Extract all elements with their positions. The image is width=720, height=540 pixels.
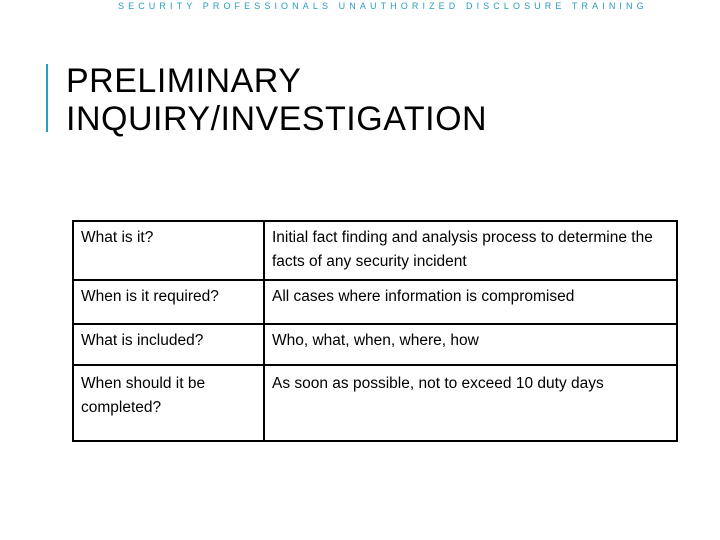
question-cell: What is included? [73, 324, 264, 365]
title-accent-bar [46, 64, 48, 132]
title-line-2: INQUIRY/INVESTIGATION [66, 100, 488, 138]
table-row [73, 221, 677, 280]
info-table [72, 220, 678, 442]
question-cell: When should it be completed? [73, 365, 264, 441]
question-cell: When is it required? [73, 280, 264, 324]
slide-title [66, 62, 487, 138]
question-cell: What is it? [73, 221, 264, 280]
header-strip: SECURITY PROFESSIONALS UNAUTHORIZED DISCLOSURE TRAINING [118, 1, 648, 11]
answer-cell: Initial fact finding and analysis process to determine the facts of any security incident [264, 221, 677, 280]
title-line-1: PRELIMINARY [66, 62, 302, 100]
answer-cell: All cases where information is compromised [264, 280, 677, 324]
answer-cell: Who, what, when, where, how [264, 324, 677, 365]
answer-cell: As soon as possible, not to exceed 10 duty days [264, 365, 677, 441]
table-row [73, 280, 677, 324]
table-row [73, 324, 677, 365]
table-row [73, 365, 677, 441]
